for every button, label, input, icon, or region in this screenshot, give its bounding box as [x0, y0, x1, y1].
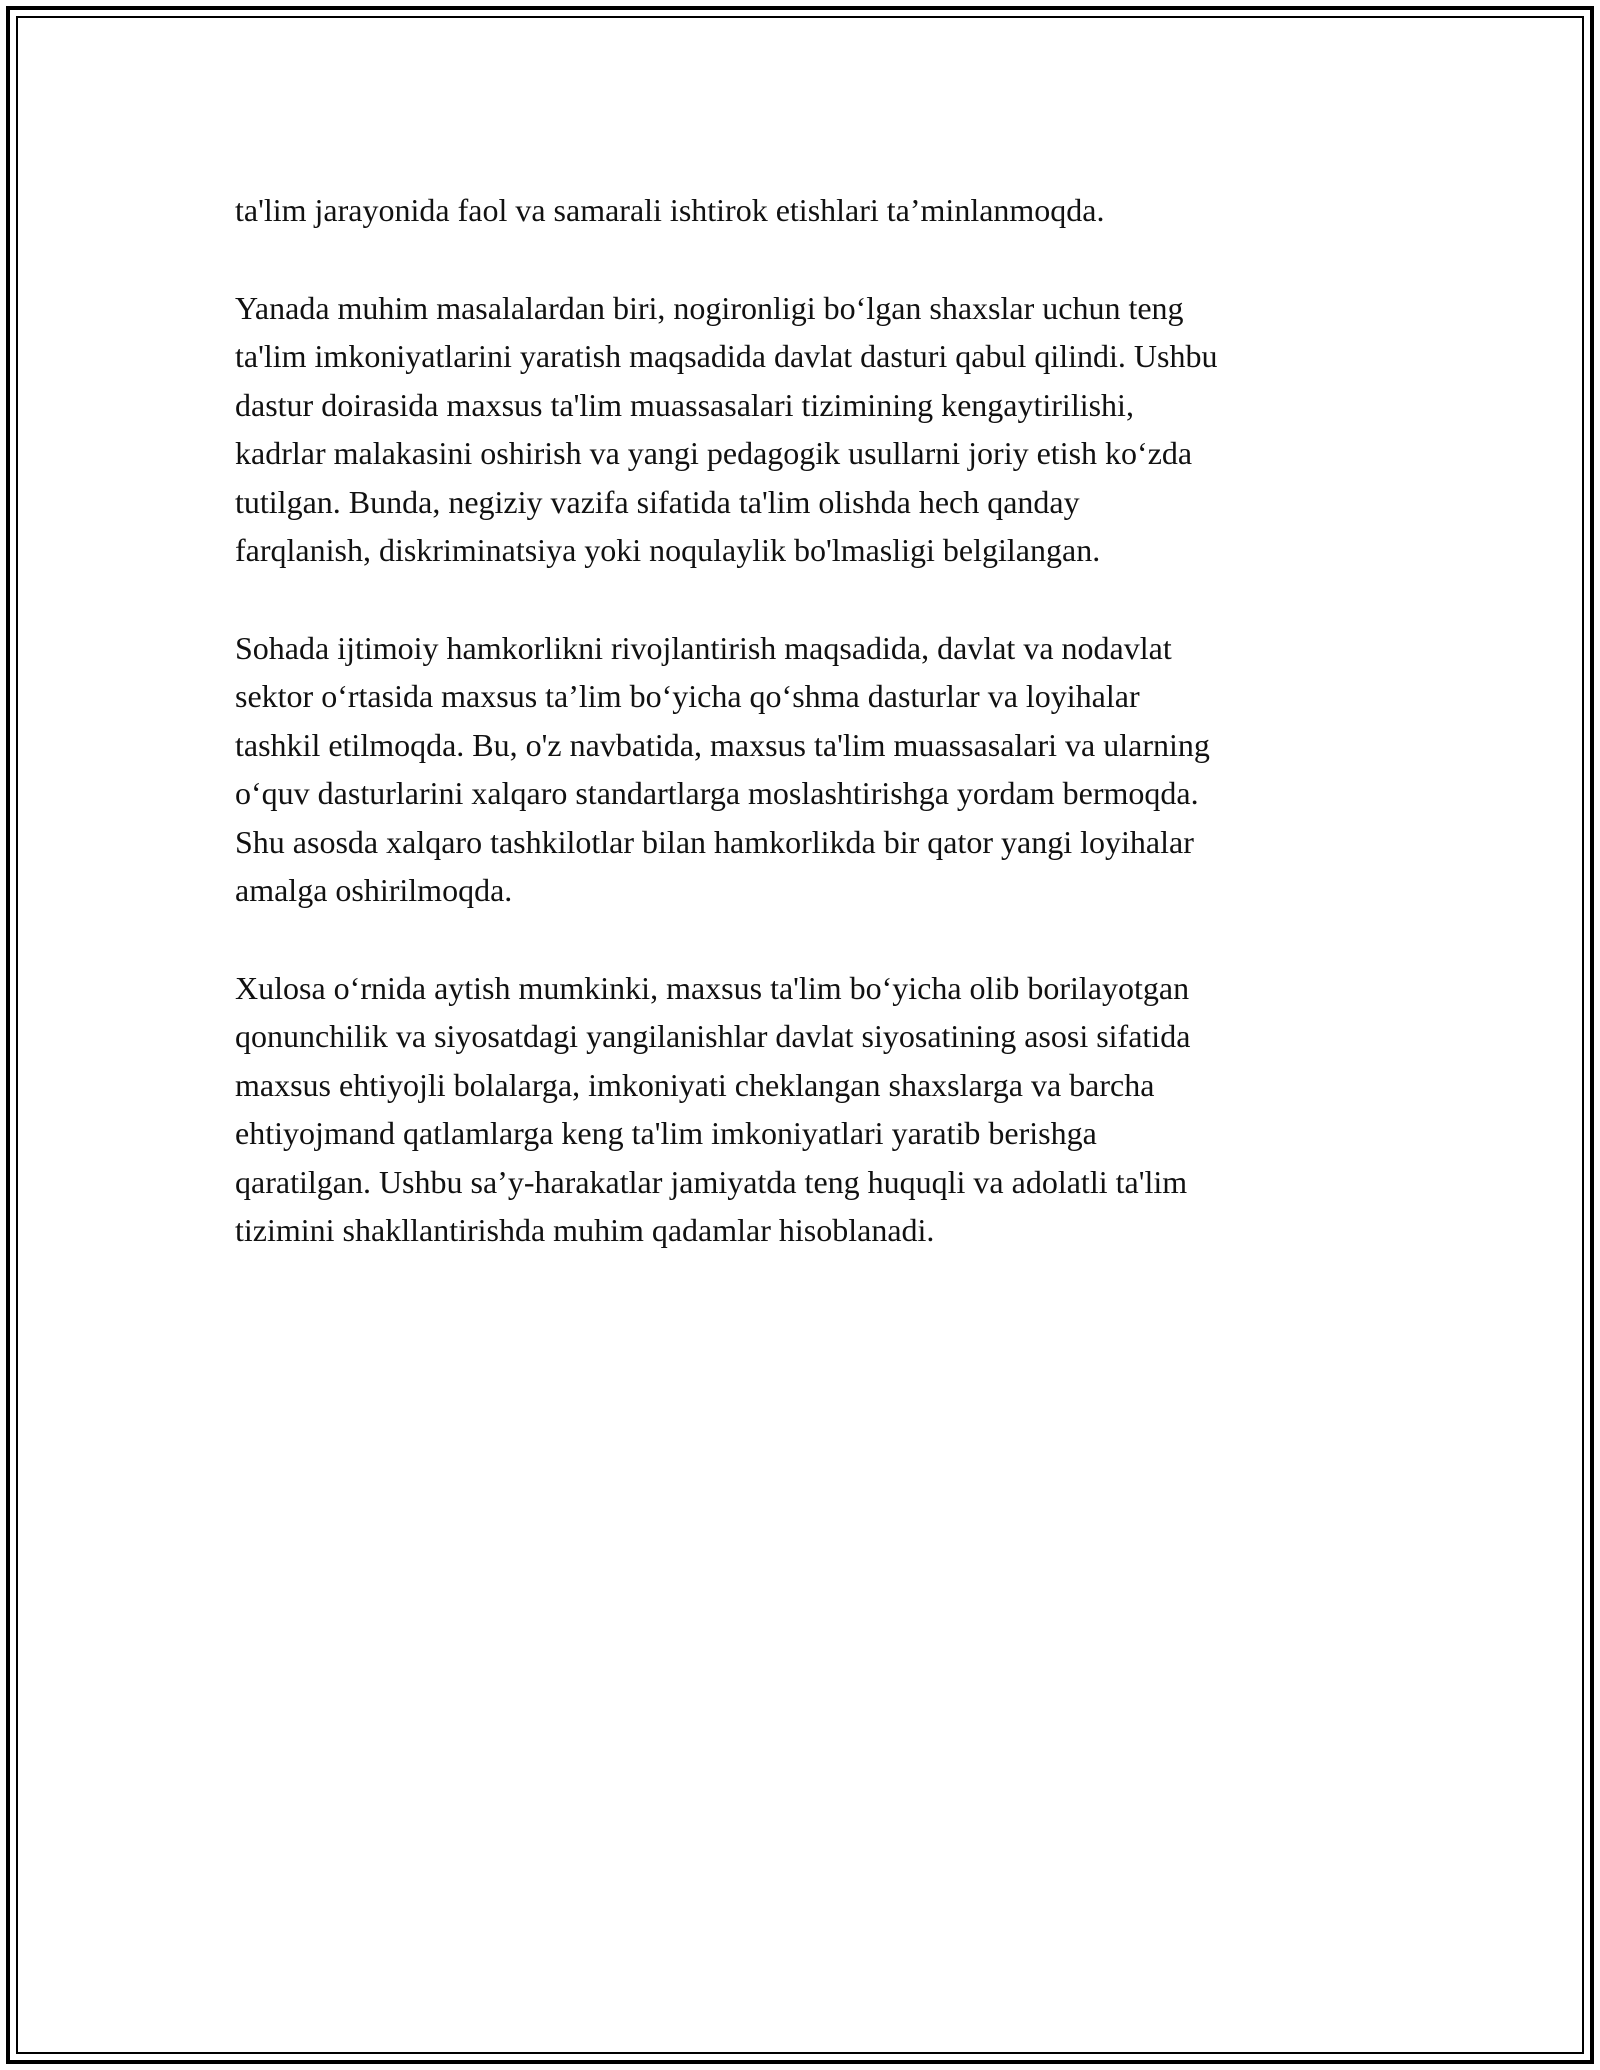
text-line: Yanada muhim masalalardan biri, nogironligi bo‘lgan shaxslar uchun teng: [235, 289, 1184, 326]
paragraph-continuation: [235, 186, 1385, 235]
text-line: tashkil etilmoqda. Bu, o'z navbatida, maxsus ta'lim muassasalari va ularning: [235, 726, 1210, 763]
paragraph-state-program: [235, 284, 1385, 575]
text-line: ehtiyojmand qatlamlarga keng ta'lim imkoniyatlari yaratib berishga: [235, 1115, 1097, 1151]
text-line: Xulosa o‘rnida aytish mumkinki, maxsus ta'lim bo‘yicha olib borilayotgan: [235, 969, 1190, 1006]
text-line: sektor o‘rtasida maxsus ta’lim bo‘yicha qo‘shma dasturlar va loyihalar: [235, 678, 1140, 714]
text-line: maxsus ehtiyojli bolalarga, imkoniyati cheklangan shaxslarga va barcha: [235, 1066, 1155, 1103]
text-line: amalga oshirilmoqda.: [235, 872, 513, 908]
text-line: dastur doirasida maxsus ta'lim muassasalari tizimining kengaytirilishi,: [235, 386, 1134, 423]
text-line: o‘quv dasturlarini xalqaro standartlarga moslashtirishga yordam bermoqda.: [235, 775, 1199, 811]
paragraph-conclusion: [235, 964, 1385, 1255]
text-line: ta'lim jarayonida faol va samarali ishtirok etishlari ta’minlanmoqda.: [235, 192, 1105, 228]
paragraph-social-partnership: [235, 624, 1385, 915]
text-line: Sohada ijtimoiy hamkorlikni rivojlantirish maqsadida, davlat va nodavlat: [235, 629, 1172, 666]
text-line: ta'lim imkoniyatlarini yaratish maqsadida davlat dasturi qabul qilindi. Ushbu: [235, 338, 1218, 374]
text-line: tizimini shakllantirishda muhim qadamlar hisoblanadi.: [235, 1212, 935, 1248]
text-line: Shu asosda xalqaro tashkilotlar bilan hamkorlikda bir qator yangi loyihalar: [235, 823, 1194, 860]
text-line: tutilgan. Bunda, negiziy vazifa sifatida ta'lim olishda hech qanday: [235, 483, 1080, 520]
document-body: [235, 186, 1385, 1304]
text-line: qaratilgan. Ushbu sa’y-harakatlar jamiyatda teng huquqli va adolatli ta'lim: [235, 1163, 1188, 1200]
text-line: farqlanish, diskriminatsiya yoki noqulaylik bo'lmasligi belgilangan.: [235, 532, 1101, 568]
text-line: kadrlar malakasini oshirish va yangi pedagogik usullarni joriy etish ko‘zda: [235, 435, 1193, 471]
text-line: qonunchilik va siyosatdagi yangilanishlar davlat siyosatining asosi sifatida: [235, 1018, 1191, 1054]
